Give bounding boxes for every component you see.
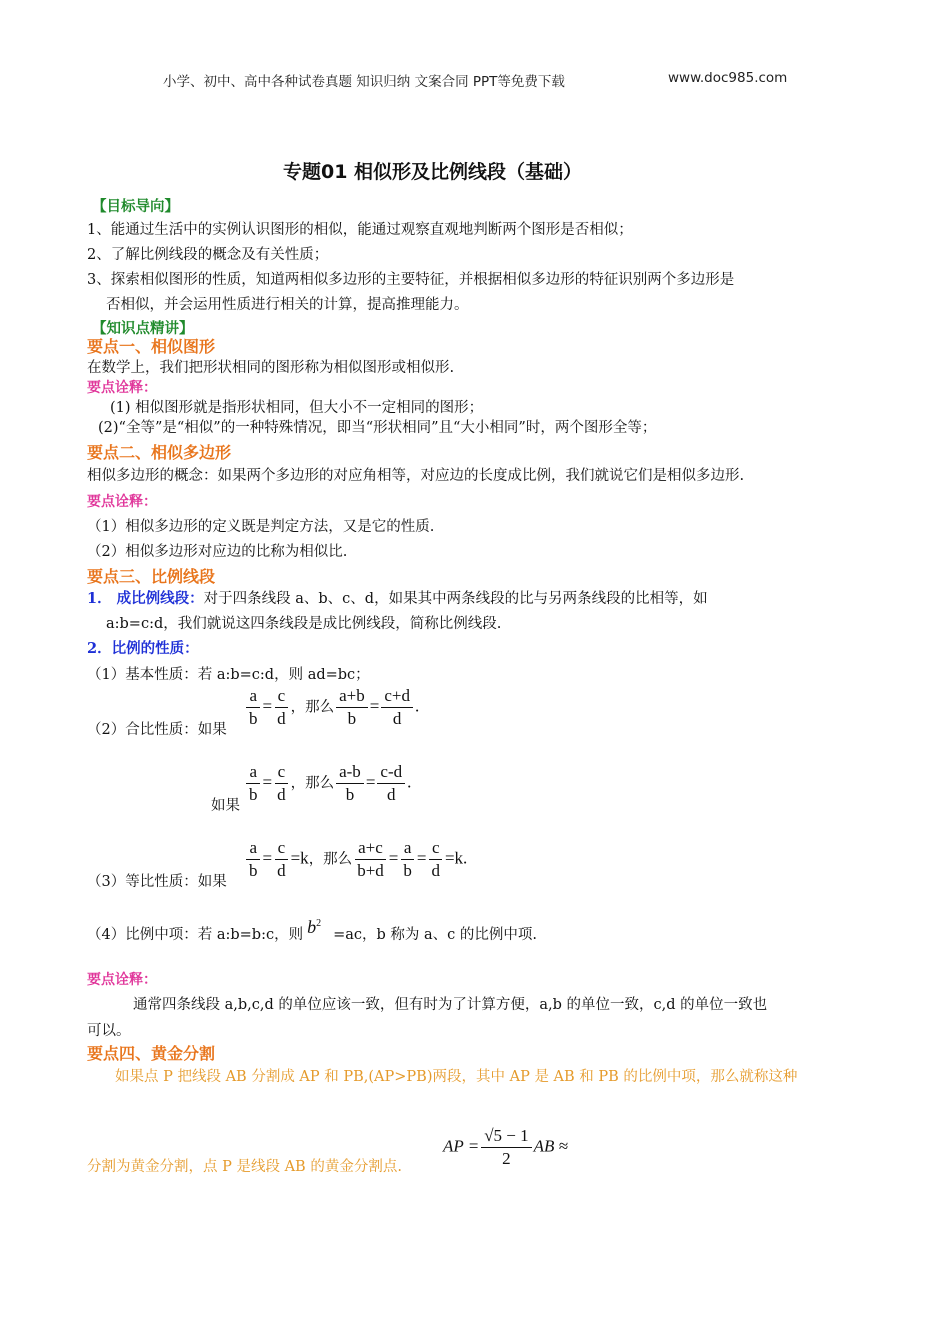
header-left-text: 小学、初中、高中各种试卷真题 知识归纳 文案合同 PPT等免费下载 <box>163 74 565 90</box>
proportional-segments-line2: a:b=c:d，我们就说这四条线段是成比例线段，简称比例线段. <box>106 616 502 632</box>
point2-note-label: 要点诠释： <box>87 494 157 510</box>
fraction-c-d: $\frac{c}{d}$ <box>274 686 289 729</box>
proportional-segments-line1 <box>87 587 708 608</box>
point1-text: 在数学上，我们把形状相同的图形称为相似图形或相似形. <box>87 360 455 376</box>
point2-note-1: （1）相似多边形的定义既是判定方法，又是它的性质. <box>87 519 435 535</box>
point4-heading: 要点四、黄金分割 <box>87 1044 216 1063</box>
fraction-c-d-upright: $\frac{c}{d}$ <box>428 838 443 881</box>
fraction-aminusb-b: $\frac{a-b}{b}$ <box>336 762 364 805</box>
point2-heading: 要点二、相似多边形 <box>87 443 232 462</box>
point2-note-2: （2）相似多边形对应边的比称为相似比. <box>87 544 348 560</box>
goal-item-3: 3、探索相似图形的性质，知道两相似多边形的主要特征，并根据相似多边形的特征识别两个多边形是 <box>87 272 735 288</box>
point3-note-label: 要点诠释： <box>87 972 157 988</box>
proportional-segments-label: 1． 成比例线段： <box>87 590 204 607</box>
golden-section-text-b: 分割为黄金分割，点 P 是线段 AB 的黄金分割点. <box>87 1159 402 1175</box>
goal-item-2: 2、了解比例线段的概念及有关性质； <box>87 247 329 263</box>
goal-item-1: 1、能通过生活中的实例认识图形的相似，能通过观察直观地判断两个图形是否相似； <box>87 222 633 238</box>
fraction-a-b-2: $\frac{a}{b}$ <box>246 762 261 805</box>
page-title: 专题01 相似形及比例线段（基础） <box>283 161 583 183</box>
formula-equal-ratio-property: $\frac{a}{b}$ = $\frac{c}{d}$ =k，那么 $\frac{a+c}{b+d}$ = $\frac{a}{b}$ = $\frac{c}{d}$ =k. <box>244 838 467 881</box>
point3-heading: 要点三、比例线段 <box>87 567 216 586</box>
property-basic: （1）基本性质：若 a:b=c:d，则 ad=bc； <box>87 667 370 683</box>
golden-ratio-fraction: $\frac{√5 - 1}{2}$ <box>481 1126 531 1169</box>
property-difference-label: 如果 <box>211 798 240 814</box>
fraction-cplusd-d: $\frac{c+d}{d}$ <box>381 686 413 729</box>
point3-note-text-b: 可以。 <box>87 1023 131 1039</box>
point3-note-text-a: 通常四条线段 a,b,c,d 的单位应该一致，但有时为了计算方便，a,b 的单位一致，c,d 的单位一致也 <box>133 997 768 1013</box>
fraction-c-d-3: $\frac{c}{d}$ <box>274 838 289 881</box>
formula-sum-property: $\frac{a}{b}$ = $\frac{c}{d}$ ，那么 $\frac{a+b}{b}$ = $\frac{c+d}{d}$ . <box>244 686 419 729</box>
fraction-aplusc-bplusd: $\frac{a+c}{b+d}$ <box>354 838 387 881</box>
knowledge-heading: 【知识点精讲】 <box>92 321 194 337</box>
point1-note-label: 要点诠释： <box>87 380 157 396</box>
fraction-c-d-2: $\frac{c}{d}$ <box>274 762 289 805</box>
fraction-a-b: $\frac{a}{b}$ <box>246 686 261 729</box>
formula-difference-property: $\frac{a}{b}$ = $\frac{c}{d}$ ，那么 $\frac{a-b}{b}$ = $\frac{c-d}{d}$ . <box>244 762 411 805</box>
goals-heading: 【目标导向】 <box>92 199 179 215</box>
point1-note-1: (1) 相似图形就是指形状相同，但大小不一定相同的图形； <box>110 400 484 416</box>
fraction-aplusb-b: $\frac{a+b}{b}$ <box>336 686 368 729</box>
goal-item-3-cont: 否相似，并会运用性质进行相关的计算，提高推理能力。 <box>106 297 469 313</box>
golden-section-text-a: 如果点 P 把线段 AB 分割成 AP 和 PB,(AP>PB)两段，其中 AP 是 AB 和 PB 的比例中项，那么就称这种 <box>115 1069 798 1085</box>
property-sum-label: （2）合比性质：如果 <box>87 722 227 738</box>
fraction-cminusd-d: $\frac{c-d}{d}$ <box>377 762 405 805</box>
fraction-a-b-4: $\frac{a}{b}$ <box>400 838 415 881</box>
proportional-segments-text-a: 对于四条线段 a、b、c、d，如果其中两条线段的比与另两条线段的比相等，如 <box>203 591 708 607</box>
property-mean-proportional: （4）比例中项：若 a:b=b:c，则 $b^2=ac$，b 称为 a、c 的比例中项. <box>87 917 537 943</box>
fraction-a-b-3: $\frac{a}{b}$ <box>246 838 261 881</box>
point1-note-2: (2)“全等”是“相似”的一种特殊情况，即当“形状相同”且“大小相同”时，两个图形全等； <box>98 420 657 436</box>
golden-ratio-formula: AP = $\frac{√5 - 1}{2}$ AB ≈ <box>443 1126 568 1168</box>
property-equal-ratio-label: （3）等比性质：如果 <box>87 874 227 890</box>
point1-heading: 要点一、相似图形 <box>87 337 216 356</box>
point2-text: 相似多边形的概念：如果两个多边形的对应角相等，对应边的长度成比例，我们就说它们是相似多边形. <box>87 468 745 484</box>
b-squared: $b^2$ <box>307 917 322 937</box>
proportion-properties-label: 2．比例的性质： <box>87 640 199 657</box>
header-website: www.doc985.com <box>668 70 788 86</box>
